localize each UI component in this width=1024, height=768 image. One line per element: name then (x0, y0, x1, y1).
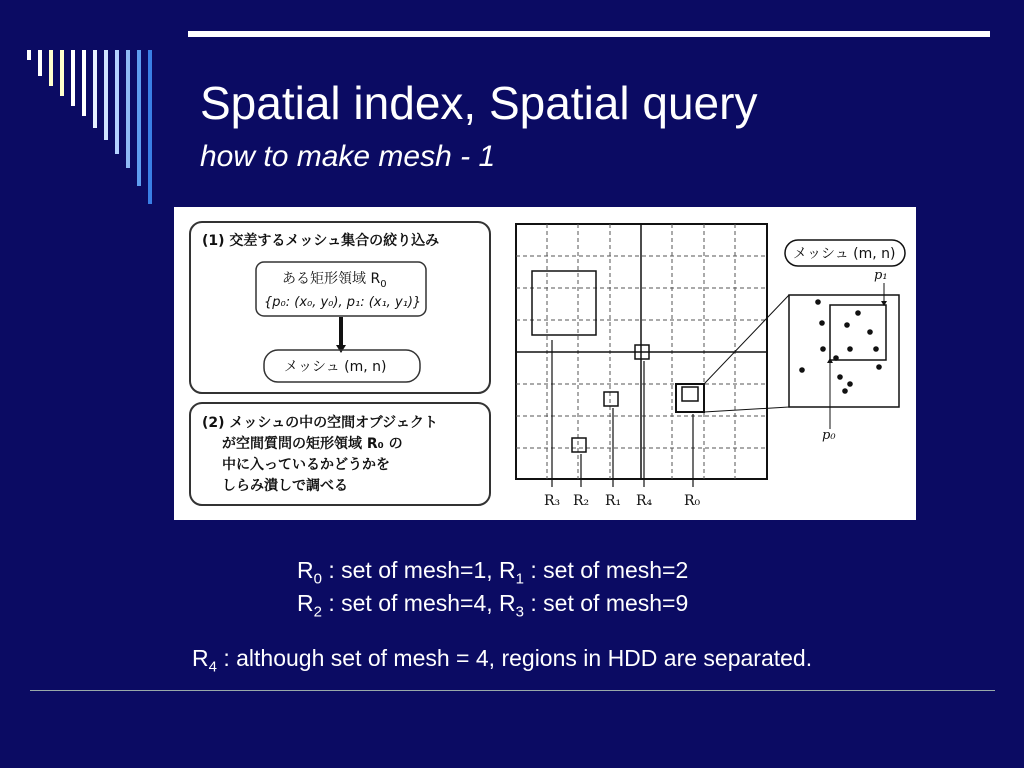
mesh-diagram (174, 207, 916, 520)
r0-outer-rect (676, 384, 704, 412)
arrow-head-icon (336, 345, 346, 353)
deco-bar (104, 50, 108, 140)
rect-coords: {p₀: (x₀, y₀), p₁: (x₁, y₁)} (264, 295, 422, 310)
bottom-rule (30, 690, 995, 691)
p0-label: p₀ (822, 428, 836, 443)
deco-bar (93, 50, 97, 128)
deco-bar (115, 50, 119, 154)
r-label: R₁ (605, 493, 622, 509)
caption-line-2: $R_2$ : set of mesh=4, $R_3$ : set of mesh=9 (297, 590, 689, 621)
top-rule (188, 31, 990, 37)
spatial-objects (799, 299, 882, 394)
mesh-figure (174, 207, 916, 520)
deco-bar (148, 50, 152, 204)
r3-rect (532, 271, 596, 335)
p1-label: p₁ (874, 268, 888, 283)
r0-rect (682, 387, 698, 401)
slide-title: Spatial index, Spatial query (200, 77, 758, 129)
mesh-grid (516, 224, 767, 479)
deco-bar (126, 50, 130, 168)
zoom-line (704, 407, 789, 412)
step1-title: (1) 交差するメッシュ集合の絞り込み (202, 233, 440, 249)
step2-line: が空間質問の矩形領域 R₀ の (222, 436, 403, 452)
deco-bar (38, 50, 42, 76)
mesh-box-label: メッシュ (m, n) (284, 359, 387, 375)
deco-bar (82, 50, 86, 116)
deco-bar (27, 50, 31, 60)
r1-rect (604, 392, 618, 406)
caption-line-3: $R_4$ : although set of mesh = 4, regions in HDD are separated. (192, 645, 813, 676)
step2-line: しらみ潰しで調べる (222, 478, 348, 494)
mesh-label: メッシュ (m, n) (793, 246, 896, 262)
deco-bar (60, 50, 64, 96)
r2-rect (572, 438, 586, 452)
deco-bar (49, 50, 53, 86)
r-label: R₄ (636, 493, 653, 509)
r-label: R₃ (544, 493, 561, 509)
zoom-line (704, 295, 789, 384)
slide-subtitle: how to make mesh - 1 (200, 140, 496, 173)
r-label: R₀ (684, 493, 701, 509)
r-label: R₂ (573, 493, 590, 509)
step2-line: 中に入っているかどうかを (222, 457, 390, 473)
caption-line-1: $R_0$ : set of mesh=1, $R_1$ : set of mesh=2 (297, 557, 689, 588)
step2-line: (2) メッシュの中の空間オブジェクト (202, 415, 438, 431)
rect-region-label: ある矩形領域 $R_0$ (282, 271, 387, 290)
deco-bar (71, 50, 75, 106)
deco-bar (137, 50, 141, 186)
